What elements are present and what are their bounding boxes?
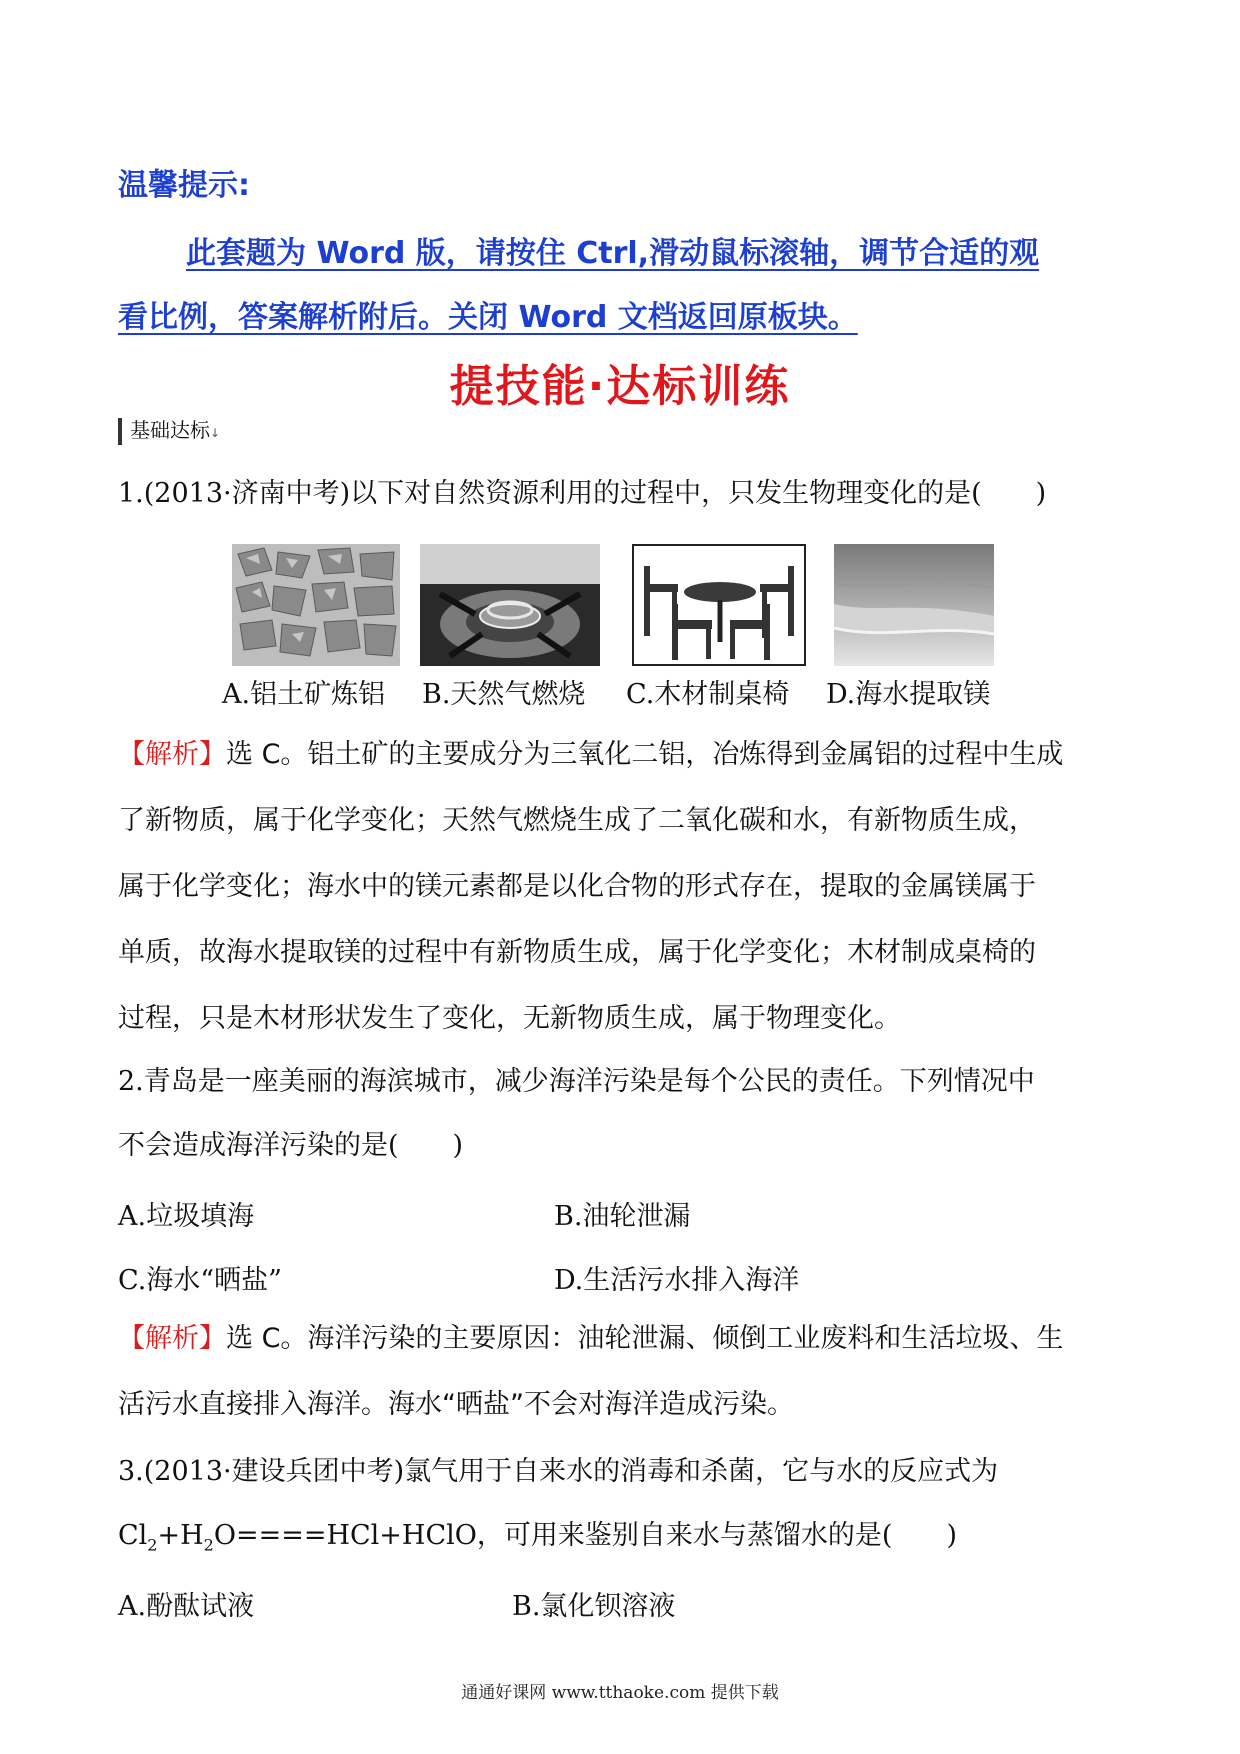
q3-option-a: A.酚酞试液 bbox=[118, 1591, 255, 1622]
section-label-text: 基础达标 bbox=[130, 418, 210, 442]
caption-a: A.铝土矿炼铝 bbox=[222, 679, 386, 710]
question-3-stem bbox=[118, 1440, 1128, 1577]
gas-stove-image bbox=[420, 544, 600, 666]
tip-line-1: 此套题为 Word 版，请按住 Ctrl,滑动鼠标滚轴，调节合适的观 bbox=[186, 236, 1040, 271]
q3-option-b: B.氯化钡溶液 bbox=[512, 1591, 676, 1622]
explanation-tag: 【解析】 bbox=[118, 1323, 226, 1354]
seawater-image bbox=[834, 544, 994, 666]
formula-sub: 2 bbox=[203, 1535, 214, 1555]
explanation-line bbox=[118, 722, 1128, 788]
question-3-line-1: 3.(2013·建设兵团中考)氯气用于自来水的消毒和杀菌，它与水的反应式为 bbox=[118, 1456, 999, 1487]
question-2-line-2: 不会造成海洋污染的是( ) bbox=[118, 1130, 464, 1161]
formula-h: +H bbox=[157, 1520, 204, 1551]
section-label bbox=[118, 418, 220, 445]
question-3-line-2 bbox=[118, 1504, 1128, 1577]
explanation-line: 了新物质，属于化学变化；天然气燃烧生成了二氧化碳和水，有新物质生成， bbox=[118, 805, 1036, 836]
q2-option-d: D.生活污水排入海洋 bbox=[554, 1265, 800, 1296]
tip-body bbox=[118, 222, 1128, 350]
caption-b: B.天然气燃烧 bbox=[422, 679, 586, 710]
tip-title: 温馨提示: bbox=[118, 168, 250, 203]
question-2-stem bbox=[118, 1050, 1128, 1178]
tip-line-2: 看比例，答案解析附后。关闭 Word 文档返回原板块。 bbox=[118, 300, 858, 335]
question-1-explanation bbox=[118, 722, 1128, 1052]
formula-cl: Cl bbox=[118, 1520, 148, 1551]
question-2-explanation bbox=[118, 1306, 1128, 1438]
question-1-stem: 1.(2013·济南中考)以下对自然资源利用的过程中，只发生物理变化的是( ) bbox=[118, 478, 1047, 509]
bauxite-image bbox=[232, 544, 400, 666]
explanation-tag: 【解析】 bbox=[118, 739, 226, 770]
explanation-line: 单质，故海水提取镁的过程中有新物质生成，属于化学变化；木材制成桌椅的 bbox=[118, 937, 1036, 968]
formula-sub: 2 bbox=[147, 1535, 158, 1555]
explanation-text: 选 C。海洋污染的主要原因：油轮泄漏、倾倒工业废料和生活垃圾、生 bbox=[226, 1323, 1064, 1354]
table-chairs-image bbox=[632, 544, 806, 666]
explanation-line: 过程，只是木材形状发生了变化，无新物质生成，属于物理变化。 bbox=[118, 1003, 901, 1034]
q2-option-c: C.海水“晒盐” bbox=[118, 1265, 282, 1296]
caption-c: C.木材制桌椅 bbox=[626, 679, 790, 710]
q2-option-b: B.油轮泄漏 bbox=[554, 1201, 691, 1232]
formula-rest: O====HCl+HClO，可用来鉴别自来水与蒸馏水的是( ) bbox=[213, 1520, 957, 1551]
down-arrow-icon: ↓ bbox=[210, 426, 221, 440]
explanation-line: 活污水直接排入海洋。海水“晒盐”不会对海洋造成污染。 bbox=[118, 1389, 794, 1420]
q2-option-a: A.垃圾填海 bbox=[118, 1201, 255, 1232]
caption-d: D.海水提取镁 bbox=[826, 679, 991, 710]
question-2-line-1: 2.青岛是一座美丽的海滨城市，减少海洋污染是每个公民的责任。下列情况中 bbox=[118, 1066, 1035, 1097]
explanation-line bbox=[118, 1306, 1128, 1372]
footer: 通通好课网 www.tthaoke.com 提供下载 bbox=[461, 1683, 779, 1703]
explanation-line: 属于化学变化；海水中的镁元素都是以化合物的形式存在，提取的金属镁属于 bbox=[118, 871, 1036, 902]
explanation-text: 选 C。铝土矿的主要成分为三氧化二铝，冶炼得到金属铝的过程中生成 bbox=[226, 739, 1064, 770]
page-title: 提技能·达标训练 bbox=[449, 361, 791, 412]
